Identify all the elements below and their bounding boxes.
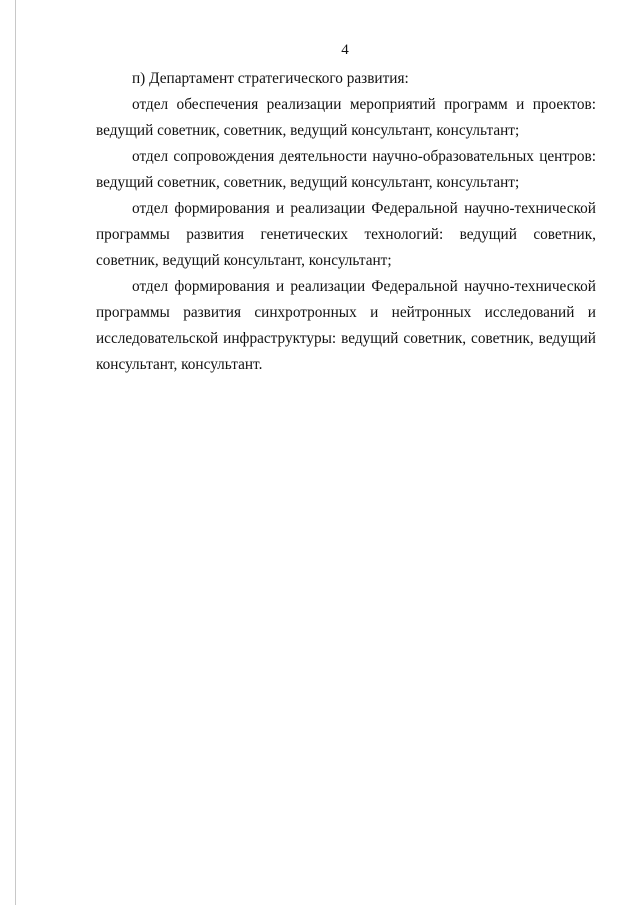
department-paragraph: отдел обеспечения реализации мероприятий программ и проектов: ведущий советник, советник, ведущий консультант, консультант; (96, 96, 596, 139)
department-paragraph: отдел формирования и реализации Федеральной научно-технической программы развития синхротронных и нейтронных исследований и исследовательской инфраструктуры: ведущий советник, советник, ведущий консультант, консультант. (96, 278, 596, 373)
department-paragraph: отдел сопровождения деятельности научно-образовательных центров: ведущий советник, советник, ведущий консультант, консультант; (96, 148, 596, 191)
department-paragraph: отдел формирования и реализации Федеральной научно-технической программы развития генетических технологий: ведущий советник, советник, ведущий консультант, консультант; (96, 200, 596, 269)
document-body (96, 66, 596, 378)
section-heading: п) Департамент стратегического развития: (132, 70, 409, 87)
page-edge-line (15, 0, 16, 905)
page-number: 4 (341, 42, 349, 58)
